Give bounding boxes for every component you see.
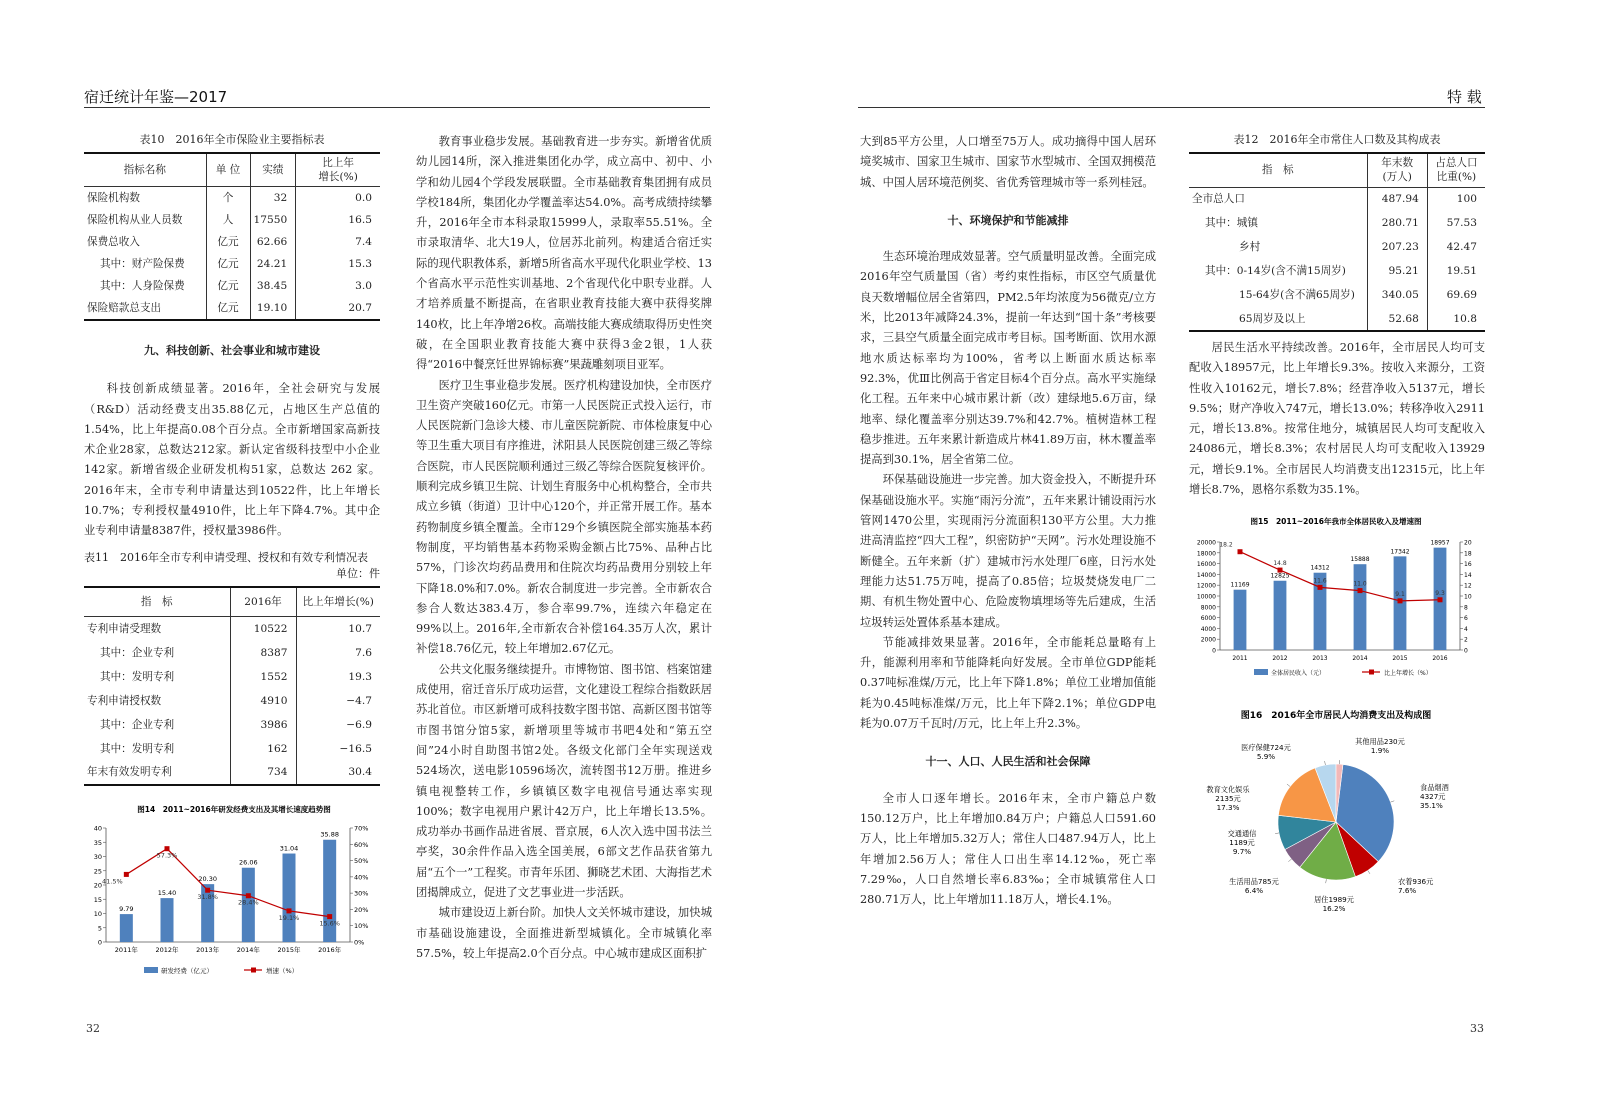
chart-title: 图15 2011~2016年我市全体居民收入及增速图 [1250, 517, 1422, 526]
table11-header: 比上年增长(%) [296, 587, 380, 617]
table12-header: 年末数 (万人) [1367, 153, 1427, 187]
pie-leader [1275, 833, 1279, 834]
table10-caption: 表10 2016年全市保险业主要指标表 [139, 133, 325, 146]
bar [1274, 581, 1287, 650]
table-row: 其中：城镇 280.71 57.53 [1189, 211, 1485, 235]
legend-swatch-bar [1254, 669, 1268, 675]
table-row: 全市总人口 487.94 100 [1189, 187, 1485, 211]
legend-label: 研发经费（亿元） [161, 967, 213, 975]
y-tick-label: 6000 [1200, 615, 1216, 623]
x-tick-label: 2012年 [155, 946, 179, 954]
legend-swatch-bar [144, 967, 158, 973]
page-number-right: 33 [1470, 1022, 1484, 1035]
table10-header: 指标名称 [84, 153, 206, 187]
paragraph: 居民生活水平持续改善。2016年，全市居民人均可支配收入18957元，比上年增长9.3%。按收入来源分，工资性收入10162元，增长7.8%；经营净收入5137元，增长9.5%；财产净收入747元，增长13.0%；转移净收入2911元，增长13.8%。按常住地分，城镇居民人均可支配收入24086元，增长8.3%；农村居民人均可支配收入13929元，增长9.1%。全市居民人均消费支出12315元，比上年增长8.7%，恩格尔系数为35.1%。 [1189, 341, 1485, 497]
growth-label: 31.8% [197, 893, 218, 902]
y-tick-label: 25 [93, 867, 102, 876]
table11-header: 2016年 [230, 587, 296, 617]
growth-point [205, 888, 210, 893]
pie-leader [1326, 879, 1327, 883]
table-row: 年末有效发明专利 734 30.4 [84, 761, 380, 785]
column-2 [416, 132, 712, 962]
table-row: 其中：0-14岁(含不满15周岁) 95.21 19.51 [1189, 259, 1485, 283]
pie-leader [1288, 859, 1291, 862]
table-row: 保险机构数 个 32 0.0 [84, 187, 380, 210]
column-4 [1189, 132, 1485, 512]
growth-label: 57.3% [156, 851, 178, 860]
y-tick-label: 30 [93, 853, 102, 861]
paragraph: 科技创新成绩显著。2016年，全社会研究与发展（R&D）活动经费支出35.88亿元，占地区生产总值的1.54%，比上年提高0.08个百分点。全市新增国家高新技术企业28家，总数达212家。新认定省级科技型中小企业142家。新增省级企业研发机构51家，总数达 262 家。2016年末，全市专利申请量达到10522件，比上年增长10.7%；专利授权量4910件，比上年下降4.7%。其中企业专利申请量8387件，授权量3986件。 [84, 382, 380, 538]
paragraph: 教育事业稳步发展。基础教育进一步夯实。新增省优质幼儿园14所，深入推进集团化办学，成立高中、初中、小学和幼儿园4个学段发展联盟。全市基础教育集团拥有成员学校184所，集团化办学覆盖率达54.0%。高考成绩持续攀升，2016年全市本科录取15999人，录取率55.51%。全市录取清华、北大19人，位居苏北前列。构建适合宿迁实际的现代职教体系，新增5所省高水平现代化职业学校、13个省高水平示范性实训基地、2个省现代化中职专业群。人才培养质量不断提高，在省职业教育技能大赛中获得奖牌140枚，比上年净增26枚。高端技能大赛成绩取得历史性突破，在全国职业教育技能大赛中获得3金2银，1人获得“2016中餐烹饪世界锦标赛”果蔬雕刻项目亚军。 [416, 135, 712, 372]
pie-label: 食品烟酒 [1420, 783, 1449, 792]
table-row: 保险赔款总支出 亿元 19.10 20.7 [84, 297, 380, 320]
y-tick-label: 35 [93, 838, 102, 847]
growth-point [327, 914, 332, 919]
table10-header: 比上年 增长(%) [296, 153, 380, 187]
section-heading-11: 十一、人口、人民生活和社会保障 [925, 755, 1091, 769]
y-tick-label: 14000 [1196, 571, 1216, 579]
table-row: 15-64岁(含不满65周岁) 340.05 69.69 [1189, 283, 1485, 307]
y-tick-label: 40 [93, 824, 102, 833]
bar-value-label: 18957 [1430, 539, 1450, 547]
bar-value-label: 15888 [1350, 556, 1370, 564]
x-tick-label: 2014年 [236, 946, 260, 954]
y-tick-label: 10000 [1196, 593, 1216, 601]
bar-value-label: 17342 [1390, 548, 1410, 556]
growth-point [246, 893, 251, 898]
y2-tick-label: 2 [1464, 636, 1468, 644]
growth-label: 9.3 [1435, 589, 1445, 597]
pie-label: 其他用品230元 [1355, 737, 1405, 746]
table12-header: 指 标 [1189, 153, 1367, 187]
growth-point [1398, 598, 1403, 603]
y2-tick-label: 16 [1464, 561, 1472, 569]
y2-tick-label: 30% [354, 889, 369, 898]
table-row: 保费总收入 亿元 62.66 7.4 [84, 231, 380, 253]
bar-value-label: 20.30 [198, 875, 217, 884]
paragraph: 大到85平方公里，人口增至75万人。成功摘得中国人居环境奖城市、国家卫生城市、国家节水型城市、全国双拥模范城、中国人居环境范例奖、省优秀管理城市等一系列桂冠。 [860, 135, 1156, 189]
y2-tick-label: 18 [1464, 550, 1472, 558]
pie-percent-label: 9.7% [1232, 847, 1252, 856]
running-header-left: 宿迁统计年鉴—2017 [84, 88, 228, 106]
chart-rd-expenditure [84, 800, 384, 980]
table-row: 其中：人身险保费 亿元 38.45 3.0 [84, 275, 380, 297]
header-rule-right [858, 107, 1485, 108]
bar-value-label: 14312 [1310, 564, 1330, 572]
x-tick-label: 2014 [1352, 655, 1368, 662]
section-heading-9: 九、科技创新、社会事业和城市建设 [144, 344, 320, 357]
y-tick-label: 12000 [1196, 582, 1216, 590]
y-tick-label: 4000 [1200, 625, 1216, 633]
pie-label: 教育文化娱乐 [1206, 785, 1250, 794]
bar-value-label: 15.40 [157, 889, 177, 898]
table-row: 专利申请受理数 10522 10.7 [84, 617, 380, 641]
paragraph: 医疗卫生事业稳步发展。医疗机构建设加快，全市医疗卫生资产突破160亿元。市第一人民医院正式投入运行，市人民医院新门急诊大楼、市儿童医院新院、市体检康复中心等卫生重大项目有序推进，沭阳县人民医院创建三级乙等综合医院，市人民医院顺利通过三级乙等综合医院复核评价。顺利完成乡镇卫生院、计划生育服务中心机构整合，全市共成立乡镇（街道）卫计中心120个，并正常开展工作。基本药物制度乡镇全覆盖。全市129个乡镇医院全部实施基本药物制度，平均销售基本药物采购金额占比75%、品种占比57%，门诊次均药品费用和住院次均药品费用分别较上年下降18.0%和7.0%。新农合制度进一步完善。全市新农合参合人数达383.4万，参合率99.7%，连续六年稳定在99%以上。2016年,全市新农合补偿164.35万人次，累计补偿18.76亿元，较上年增加2.67亿元。 [416, 378, 712, 656]
growth-label: 14.8 [1273, 560, 1287, 568]
y2-tick-label: 10 [1464, 593, 1472, 601]
legend-label: 比上年增长（%） [1384, 670, 1432, 677]
y2-tick-label: 20% [354, 905, 369, 914]
y-tick-label: 18000 [1196, 550, 1216, 558]
growth-label: 18.2 [1219, 541, 1233, 549]
y2-tick-label: 12 [1464, 582, 1472, 590]
table11-header: 指 标 [84, 587, 230, 617]
pie-leader [1287, 784, 1290, 786]
y2-tick-label: 20 [1464, 539, 1472, 547]
bar [120, 914, 133, 942]
growth-point [287, 908, 292, 913]
y-tick-label: 0 [97, 938, 102, 947]
growth-label: 11.0 [1353, 580, 1367, 588]
y2-tick-label: 40% [354, 873, 369, 882]
growth-label: 9.1 [1395, 590, 1405, 598]
section-heading-10: 十、环境保护和节能减排 [947, 213, 1069, 227]
table12-caption: 表12 2016年全市常住人口数及其构成表 [1233, 133, 1441, 146]
table10 [84, 152, 380, 321]
y2-tick-label: 70% [354, 824, 369, 833]
pie-value-label: 4327元 [1420, 792, 1446, 801]
growth-point [165, 846, 170, 851]
table-row: 其中：财产险保费 亿元 24.21 15.3 [84, 253, 380, 275]
growth-point [124, 872, 129, 877]
table11-caption: 表11 2016年全市专利申请受理、授权和有效专利情况表 [84, 550, 368, 564]
table-row: 专利申请授权数 4910 −4.7 [84, 689, 380, 713]
x-tick-label: 2015 [1392, 655, 1408, 662]
pie-percent-label: 1.9% [1370, 746, 1390, 755]
x-tick-label: 2013 [1312, 655, 1328, 662]
y-tick-label: 15 [93, 895, 102, 904]
pie-leader [1390, 801, 1394, 802]
bar [282, 854, 295, 942]
y-tick-label: 2000 [1200, 636, 1216, 644]
x-tick-label: 2013年 [196, 946, 220, 954]
growth-point [1278, 568, 1283, 573]
y2-tick-label: 6 [1464, 615, 1468, 623]
pie-label: 交通通信 [1227, 829, 1257, 838]
pie-label: 医疗保健724元 [1241, 743, 1291, 752]
y2-tick-label: 4 [1464, 625, 1468, 633]
bar-value-label: 11169 [1230, 581, 1250, 589]
pie-value-label: 2135元 [1215, 794, 1241, 803]
y-tick-label: 20 [93, 881, 102, 890]
y2-tick-label: 14 [1464, 571, 1472, 579]
table-row: 其中：发明专利 1552 19.3 [84, 665, 380, 689]
table12-header: 占总人口 比重(%) [1427, 153, 1485, 187]
y2-tick-label: 0 [1464, 647, 1468, 655]
chart-consumption-pie [1184, 706, 1488, 926]
pie-percent-label: 35.1% [1420, 801, 1443, 810]
y2-tick-label: 50% [354, 857, 369, 866]
y-tick-label: 16000 [1196, 561, 1216, 569]
paragraph: 全市人口逐年增长。2016年末，全市户籍总户数150.12万户，比上年增加0.84万户；户籍总人口591.60万人，比上年增加5.32万人；常住人口487.94万人，比上年增加2.56万人；常住人口出生率14.12‰，死亡率7.29‰，人口自然增长率6.83‰；全市城镇常住人口280.71万人，比上年增加11.18万人，增长4.1%。 [860, 791, 1156, 907]
growth-point [1358, 588, 1363, 593]
pie-value-label: 1189元 [1229, 838, 1255, 847]
bar [1354, 564, 1367, 650]
growth-label: 41.5% [102, 877, 123, 886]
y-tick-label: 0 [1212, 647, 1216, 655]
growth-point [1438, 597, 1443, 602]
table10-header: 实绩 [250, 153, 296, 187]
bar-value-label: 26.06 [239, 858, 258, 867]
header-rule-left [84, 107, 710, 108]
growth-label: 19.1% [278, 913, 300, 922]
x-tick-label: 2016 [1432, 655, 1448, 662]
y-tick-label: 8000 [1200, 604, 1216, 612]
x-tick-label: 2011年 [114, 946, 138, 954]
pie-label: 衣着936元 [1398, 877, 1434, 886]
paragraph: 城市建设迈上新台阶。加快人文关怀城市建设，加快城市基础设施建设，全面推进新型城镇化。全市城镇化率57.5%，较上年提高2.0个百分点。中心城市建成区面积扩 [416, 906, 712, 960]
pie-label: 居住1989元 [1314, 895, 1354, 904]
pie-percent-label: 17.3% [1216, 803, 1240, 812]
table10-header: 单 位 [206, 153, 250, 187]
y2-tick-label: 60% [354, 840, 369, 849]
paragraph: 生态环境治理成效显著。空气质量明显改善。全面完成2016年空气质量国（省）考约束性指标，市区空气质量优良天数增幅位居全省第四，PM2.5年均浓度为56微克/立方米，比2013年减降24.3%，提前一年达到“国十条”考核要求，三县空气质量全面完成市考目标。国考断面、饮用水源地水质达标率均为100%，省考以上断面水质达标率92.3%，优Ⅲ比例高于省定目标4个百分点。高水平实施绿化工程。五年来中心城市累计新（改）建绿地5.6万亩，绿地率、绿化覆盖率分别达39.7%和42.7%。植树造林工程稳步推进。五年来累计新造成片林41.89万亩，林木覆盖率提高到30.1%，居全省第二位。 [860, 250, 1156, 467]
table-row: 保险机构从业人员数 人 17550 16.5 [84, 209, 380, 231]
pie-percent-label: 16.2% [1322, 904, 1346, 913]
legend-label: 增速（%） [266, 967, 299, 975]
x-tick-label: 2015年 [277, 946, 301, 954]
growth-point [1318, 585, 1323, 590]
y-tick-label: 5 [97, 924, 102, 933]
table-row: 其中：发明专利 162 −16.5 [84, 737, 380, 761]
paragraph: 节能减排效果显著。2016年，全市能耗总量略有上升，能源利用率和节能降耗向好发展。全市单位GDP能耗0.37吨标准煤/万元，比上年下降1.8%；单位工业增加值能耗为0.45吨标准煤/万元，比上年下降2.1%；单位GDP电耗为0.07万千瓦时/万元，比上年上升2.3%。 [860, 635, 1156, 731]
table-row: 乡村 207.23 42.47 [1189, 235, 1485, 259]
x-tick-label: 2011 [1232, 655, 1248, 662]
column-3 [860, 132, 1156, 962]
x-tick-label: 2016年 [318, 946, 342, 954]
bar-value-label: 9.79 [119, 905, 134, 914]
growth-label: 28.4% [238, 898, 259, 907]
bar [160, 898, 173, 942]
bar-value-label: 35.88 [320, 830, 339, 839]
table11-unit: 单位：件 [336, 566, 380, 580]
paragraph: 环保基础设施进一步完善。加大资金投入，不断提升环保基础设施水平。实施“雨污分流”，五年来累计铺设雨污水管网1470公里，实现雨污分流面积130平方公里。大力推进高清监控“四大工程”，织密防护“天网”。污水处理设施不断健全。五年来新（扩）建城市污水处理厂6座，日污水处理能力达51.75万吨，提高了0.85倍；垃圾焚烧发电厂二期、有机生物处置中心、危险废物填埋场等先后建成，生活垃圾转运处置体系基本建成。 [860, 473, 1156, 629]
bar-value-label: 31.04 [279, 844, 299, 853]
table-row: 其中：企业专利 3986 −6.9 [84, 713, 380, 737]
pie-percent-label: 7.6% [1398, 886, 1417, 895]
legend-label: 全体居民收入（元） [1271, 670, 1326, 677]
bar-value-label: 12825 [1270, 572, 1290, 580]
table12 [1189, 152, 1485, 332]
pie-percent-label: 6.4% [1244, 886, 1264, 895]
y2-tick-label: 0% [354, 938, 365, 947]
pie-percent-label: 5.9% [1256, 752, 1276, 761]
pie-label: 生活用品785元 [1229, 877, 1279, 886]
growth-point [1238, 549, 1243, 554]
chart-resident-income [1184, 512, 1488, 692]
y2-tick-label: 10% [354, 922, 369, 931]
page-number-left: 32 [86, 1022, 100, 1035]
y-tick-label: 10 [93, 910, 102, 918]
x-tick-label: 2012 [1272, 655, 1288, 662]
growth-label: 11.6 [1313, 577, 1327, 585]
table-row: 65周岁及以上 52.68 10.8 [1189, 307, 1485, 331]
legend-swatch-point [1369, 670, 1374, 675]
legend-swatch-point [251, 968, 256, 973]
pie-leader [1368, 871, 1370, 874]
y2-tick-label: 8 [1464, 604, 1468, 612]
bar [1234, 590, 1247, 650]
pie-leader [1325, 761, 1326, 765]
running-header-right: 特 载 [1447, 88, 1482, 106]
chart-title: 图16 2016年全市居民人均消费支出及构成图 [1240, 711, 1432, 721]
y-tick-label: 20000 [1196, 539, 1216, 547]
growth-label: 15.6% [319, 919, 340, 928]
table-row: 其中：企业专利 8387 7.6 [84, 641, 380, 665]
table11 [84, 586, 380, 786]
paragraph: 公共文化服务继续提升。市博物馆、图书馆、档案馆建成使用，宿迁音乐厅成功运营，文化建设工程综合指数跃居苏北首位。市区新增可成科技数字图书馆、高新区图书馆等市图书馆分馆5家，新增项里等城市书吧4处和“第五空间”24小时自助图书馆2处。各级文化部门全年实现送戏524场次，送电影10596场次，流转图书12万册。推进乡镇电视整转工作，乡镇镇区数字电视信号通达率实现100%；数字电视用户累计42万户，比上年增长13.5%。成功举办书画作品进省展、晋京展，6人次入选中国书法兰亭奖，30余件作品入选全国美展，6部文艺作品获省第九届“五个一”工程奖。市青年乐团、狮晓艺术团、大海指艺术团揭牌成立，促进了文艺事业进一步活跃。 [416, 662, 712, 899]
chart-title: 图14 2011~2016年研发经费支出及其增长速度趋势图 [137, 805, 331, 814]
